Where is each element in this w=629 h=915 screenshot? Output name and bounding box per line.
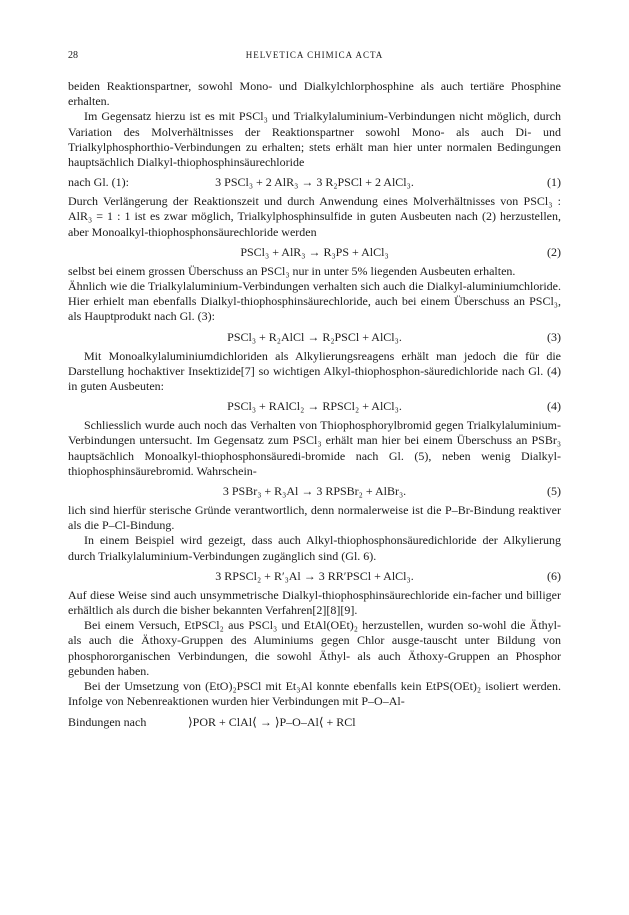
paragraph: Durch Verlängerung der Reaktionszeit und durch Anwendung eines Molverhältnisses von PSCl₃ : AlR₃ = 1 : 1 ist es zwar möglich, Trialkylphosphinsulfide in guten Ausbeuten nach (2) herzustellen, aber Monoalkyl-thiophosphonsäurechloride werden: [68, 194, 561, 239]
page-number: 28: [68, 50, 78, 61]
equation-formula: ⟩POR + ClAl⟨ → ⟩P–O–Al⟨ + RCl: [188, 714, 356, 729]
equation-1: [68, 171, 561, 193]
equation-formula: 3 PSCl₃ + 2 AlR₃ → 3 R₂PSCl + 2 AlCl₃.: [215, 175, 414, 190]
equation-6: [68, 565, 561, 587]
equation-number: (5): [547, 484, 561, 499]
equation-formula: PSCl₃ + R₂AlCl → R₂PSCl + AlCl₃.: [227, 329, 402, 344]
equation-formula: 3 RPSCl₂ + R′₃Al → 3 RR′PSCl + AlCl₃.: [215, 568, 414, 583]
equation-3: [68, 326, 561, 348]
equation-formula: 3 PSBr₃ + R₃Al → 3 RPSBr₂ + AlBr₃.: [222, 484, 407, 499]
paragraph: Im Gegensatz hierzu ist es mit PSCl₃ und Trialkylaluminium-Verbindungen nicht möglich, durch Variation des Molverhältnisses der Reaktionspartner sowohl Mono- als auch Di- und Trialkylphosphorthio-Verbindungen zu erhalten; stets erhält man hier unter normalen Bedingungen hauptsächlich Dialkyl-thiophosphinsäurechloride: [68, 109, 561, 170]
equation-lead-text: nach Gl. (1):: [68, 175, 129, 190]
paragraph: selbst bei einem grossen Überschuss an PSCl₃ nur in unter 5% liegenden Ausbeuten erhalten.: [68, 263, 516, 278]
equation-4: [68, 395, 561, 417]
paragraph: Ähnlich wie die Trialkylaluminium-Verbindungen verhalten sich auch die Dialkyl-aluminiumchloride. Hier erhielt man ebenfalls Dialkyl-thiophosphinsäurechloride, auch bei einem Überschuss an PSCl₃, als Hauptprodukt nach Gl. (3):: [68, 279, 561, 324]
running-header: [68, 50, 561, 66]
journal-title: HELVETICA CHIMICA ACTA: [245, 50, 384, 60]
equation-5: [68, 480, 561, 502]
paragraph: Bei einem Versuch, EtPSCl₂ aus PSCl₃ und EtAl(OEt)₂ herzustellen, wurden so-wohl die Äthyl- als auch die Äthoxy-Gruppen des Aluminiums gegen Chlor ausge-tauscht unter Bildung von phosphororganischen Verbindungen, die sowohl Äthyl- als auch Äthoxy-Gruppen an Phosphor gebunden haben.: [68, 618, 561, 678]
equation-7: [68, 711, 561, 733]
paragraph: In einem Beispiel wird gezeigt, dass auch Alkyl-thiophosphonsäuredichloride der Alkylierung durch Trialkylaluminium-Verbindungen zugänglich sind (Gl. 6).: [68, 533, 561, 563]
equation-number: (1): [547, 175, 561, 190]
paragraph: lich sind hierfür sterische Gründe verantwortlich, denn normalerweise ist die P–Br-Bindung reaktiver als die P–Cl-Bindung.: [68, 503, 561, 533]
equation-number: (3): [547, 329, 561, 344]
equation-number: (2): [547, 244, 561, 259]
equation-2: [68, 241, 561, 263]
paragraph: beiden Reaktionspartner, sowohl Mono- und Dialkylchlorphosphine als auch tertiäre Phosphine erhalten.: [68, 79, 561, 109]
equation-number: (6): [547, 568, 561, 583]
paragraph: Schliesslich wurde auch noch das Verhalten von Thiophosphorylbromid gegen Trialkylaluminium-Verbindungen untersucht. Im Gegensatz zum PSCl₃ erhält man hier bei einem Überschuss an PSBr₃ hauptsächlich Monoalkyl-thiophosphonsäuredi-bromide nach Gl. (5), neben wenig Dialkyl-thiophosphinsäurebromid. Wahrschein-: [68, 418, 561, 478]
equation-formula: PSCl₃ + RAlCl₂ → RPSCl₂ + AlCl₃.: [227, 399, 402, 414]
paragraph: Mit Monoalkylaluminiumdichloriden als Alkylierungsreagens erhält man jedoch die für die Darstellung hochaktiver Insektizide[7] so wichtigen Alkyl-thiophosphon-säuredichloride nach Gl. (4) in guten Ausbeuten:: [68, 348, 561, 394]
equation-lead-text: Bindungen nach: [68, 714, 147, 729]
equation-formula: PSCl₃ + AlR₃ → R₃PS + AlCl₃: [240, 244, 389, 259]
paragraph: Bei der Umsetzung von (EtO)₂PSCl mit Et₃Al konnte ebenfalls kein EtPS(OEt)₂ isoliert werden. Infolge von Nebenreaktionen wurden hier Verbindungen mit P–O–Al-: [68, 679, 561, 709]
equation-number: (4): [547, 399, 561, 414]
body-text: [68, 79, 561, 734]
paragraph: Auf diese Weise sind auch unsymmetrische Dialkyl-thiophosphinsäurechloride ein-facher und billiger erhältlich als durch die bisher bekannten Verfahren[2][8][9].: [68, 587, 561, 618]
